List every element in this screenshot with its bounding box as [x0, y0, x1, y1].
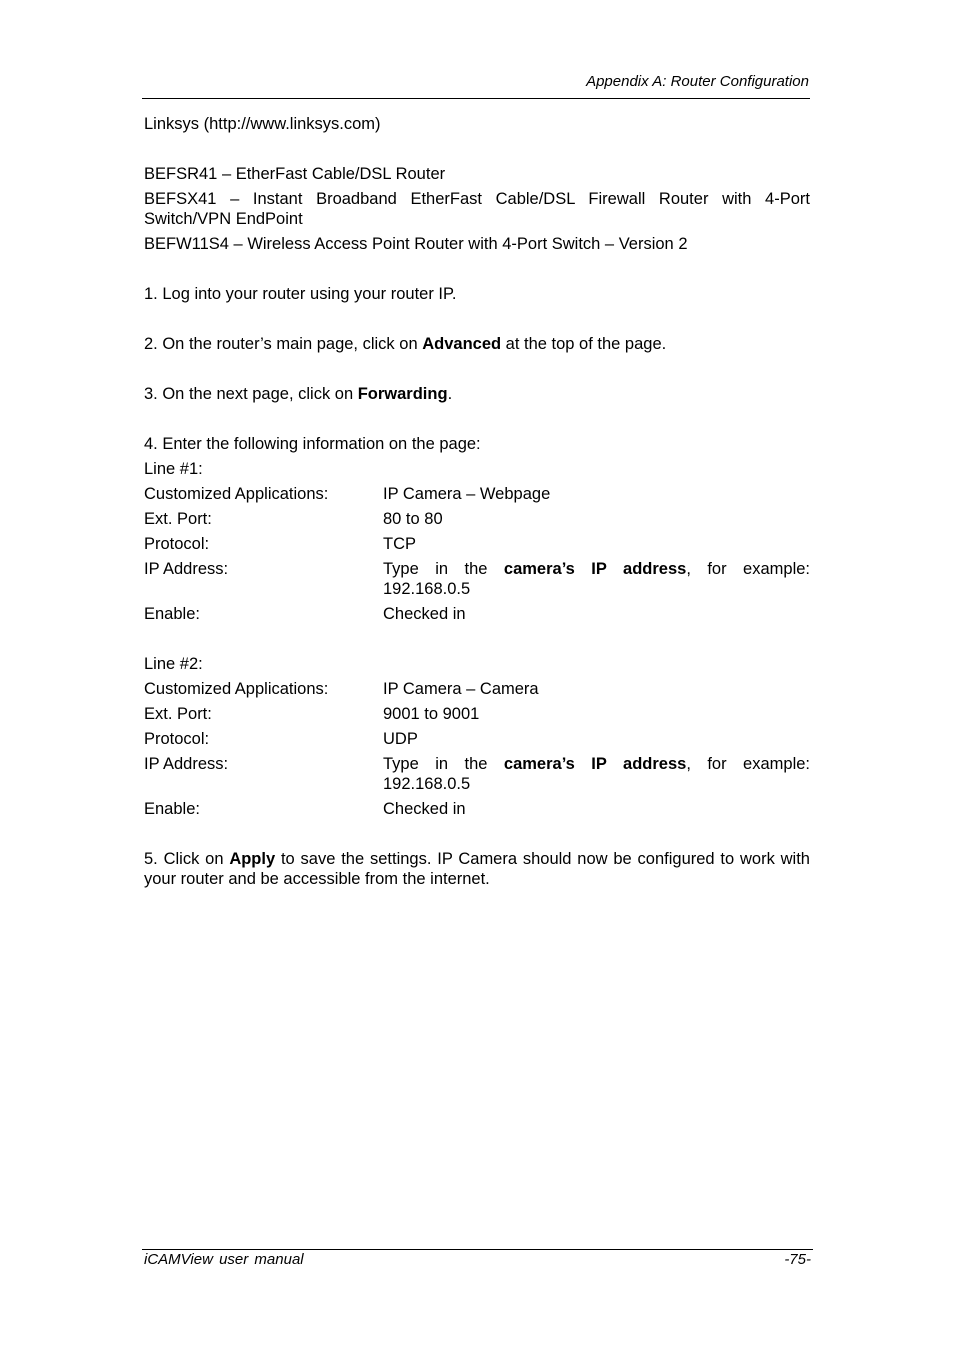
setting-label: IP Address:: [144, 560, 229, 578]
line-heading: Line #2:: [144, 655, 203, 673]
setting-label: Protocol:: [144, 535, 210, 553]
line-1-settings: [144, 459, 810, 624]
setting-value: UDP: [383, 730, 418, 748]
setting-label: Customized Applications:: [144, 485, 329, 503]
setting-row: [144, 799, 810, 819]
setting-label: Customized Applications:: [144, 680, 329, 698]
setting-row: [144, 679, 810, 699]
footer-manual-title: iCAMView user manual: [144, 1251, 304, 1268]
setting-value: TCP: [383, 535, 416, 553]
page-number: -75-: [784, 1251, 811, 1268]
setting-label: IP Address:: [144, 755, 229, 773]
setting-label: Enable:: [144, 800, 200, 818]
forwarding-term: Forwarding: [357, 385, 448, 403]
step-3: 3. On the next page, click on Forwarding.: [144, 385, 453, 403]
setting-row: [144, 754, 810, 794]
model-item: BEFSX41 – Instant Broadband EtherFast Cable/DSL Firewall Router with 4-Port Switch/VPN EndPoint: [144, 190, 810, 228]
model-item: BEFSR41 – EtherFast Cable/DSL Router: [144, 165, 446, 183]
step-1: 1. Log into your router using your router IP.: [144, 285, 457, 303]
step-2: 2. On the router’s main page, click on Advanced at the top of the page.: [144, 335, 667, 353]
setting-value: 9001 to 9001: [383, 705, 480, 723]
setting-row: [144, 509, 810, 529]
setting-value: Type in the camera’s IP address, for example: 192.168.0.5: [383, 755, 810, 793]
document-body: [144, 114, 810, 889]
setting-value: IP Camera – Camera: [383, 680, 539, 698]
line-heading: Line #1:: [144, 460, 203, 478]
page-header-title: Appendix A: Router Configuration: [586, 73, 809, 90]
setting-row: [144, 534, 810, 554]
setting-row: [144, 484, 810, 504]
setting-label: Ext. Port:: [144, 510, 212, 528]
setting-value: IP Camera – Webpage: [383, 485, 551, 503]
setting-label: Ext. Port:: [144, 705, 212, 723]
setting-value: Type in the camera’s IP address, for example: 192.168.0.5: [383, 560, 810, 598]
setting-value: Checked in: [383, 605, 466, 623]
setting-row: [144, 559, 810, 599]
setting-label: Protocol:: [144, 730, 210, 748]
setting-value: Checked in: [383, 800, 466, 818]
step-4: 4. Enter the following information on the page:: [144, 435, 481, 453]
line-2-settings: [144, 654, 810, 819]
setting-value: 80 to 80: [383, 510, 443, 528]
setting-row: [144, 604, 810, 624]
setting-label: Enable:: [144, 605, 200, 623]
advanced-term: Advanced: [422, 335, 502, 353]
model-item: BEFW11S4 – Wireless Access Point Router with 4-Port Switch – Version 2: [144, 235, 688, 253]
step-5: 5. Click on Apply to save the settings. IP Camera should now be configured to work with your router and be accessible from the internet.: [144, 850, 810, 888]
footer-divider: [142, 1249, 813, 1250]
header-divider: [142, 98, 810, 99]
apply-term: Apply: [229, 850, 276, 868]
setting-row: [144, 729, 810, 749]
brand-line: Linksys (http://www.linksys.com): [144, 115, 381, 133]
setting-row: [144, 704, 810, 724]
